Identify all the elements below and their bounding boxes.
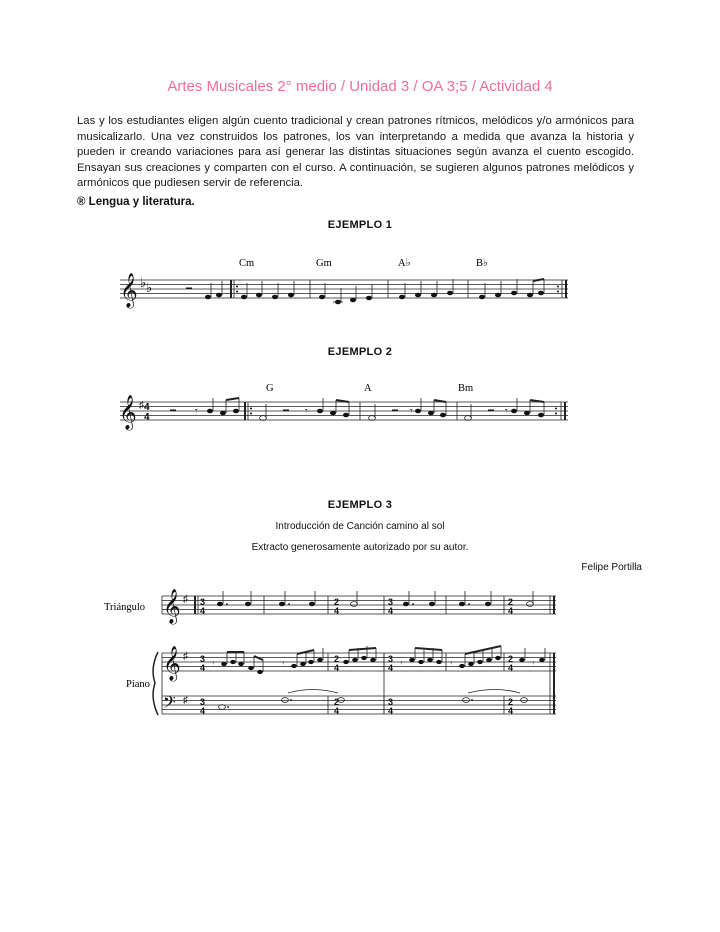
example-3-score: [153, 589, 556, 716]
svg-text:4: 4: [334, 706, 340, 716]
example-1-title: EJEMPLO 1: [327, 219, 393, 231]
svg-text:4: 4: [334, 663, 340, 673]
svg-text:4: 4: [144, 412, 150, 423]
rest-icon: [186, 288, 192, 290]
svg-text:♯: ♯: [183, 651, 188, 662]
page-title: Artes Musicales 2° medio / Unidad 3 / OA 3;5 / Actividad 4: [167, 78, 553, 95]
svg-text:𝄾: 𝄾: [400, 658, 403, 668]
example-1-staff: [120, 273, 568, 309]
chord-symbol: Bm: [458, 383, 474, 394]
example-3-subtitle: Introducción de Canción camino al sol: [275, 521, 445, 532]
svg-text:4: 4: [334, 606, 340, 616]
example-3-title: EJEMPLO 3: [327, 499, 393, 511]
time-signature: 4: [144, 402, 150, 413]
svg-text:2: 2: [334, 597, 340, 607]
intro-paragraph: Las y los estudiantes eligen algún cuento tradicional y crean patrones rítmicos, melódicos y/o armónicos para musicalizarlo. Una vez construidos los patrones, los van interpretando a medida que avanza la historia y pueden ir creando variaciones para así generar las distintas situaciones según avanza el cuento escogido. Ensayan sus creaciones y comparten con el curso. A continuación, se sugieren algunos patrones melódicos y armónicos que pudiesen servir de referencia.: [77, 115, 634, 190]
example-3-permission-note: Extracto generosamente autorizado por su autor.: [251, 542, 469, 553]
svg-text:3: 3: [388, 697, 394, 707]
chord-symbol: Cm: [239, 258, 255, 269]
chord-symbol: B♭: [476, 258, 488, 269]
svg-text:4: 4: [388, 606, 394, 616]
svg-text:𝄾: 𝄾: [410, 406, 413, 417]
svg-text:4: 4: [200, 606, 206, 616]
svg-text:4: 4: [200, 663, 206, 673]
svg-text:3: 3: [388, 654, 394, 664]
instrument-label: Triángulo: [104, 602, 146, 613]
svg-text:2: 2: [508, 597, 514, 607]
svg-text:𝄾: 𝄾: [532, 658, 535, 668]
svg-text:3: 3: [200, 654, 206, 664]
svg-text:3: 3: [200, 597, 206, 607]
chord-symbol: A: [364, 383, 372, 394]
chord-symbol: A♭: [398, 258, 411, 269]
svg-text:𝄾: 𝄾: [282, 658, 285, 668]
svg-text:4: 4: [508, 606, 514, 616]
flat-icon: ♭: [140, 275, 147, 290]
treble-clef-icon: 𝄞: [163, 590, 181, 623]
example-2-title: EJEMPLO 2: [327, 346, 393, 358]
svg-text:2: 2: [334, 697, 340, 707]
section-heading: ® Lengua y literatura.: [77, 196, 195, 208]
sharp-icon: ♯: [139, 400, 144, 411]
svg-text:4: 4: [388, 663, 394, 673]
svg-text:𝄾: 𝄾: [305, 406, 308, 417]
svg-text:♯: ♯: [183, 695, 188, 706]
svg-text:3: 3: [388, 597, 394, 607]
composer-name: Felipe Portilla: [581, 562, 642, 573]
treble-clef-icon: 𝄞: [119, 396, 137, 429]
rest-icon: [170, 410, 176, 412]
svg-text:𝄾: 𝄾: [195, 406, 198, 417]
chord-symbol: G: [266, 383, 274, 394]
svg-text:4: 4: [388, 706, 394, 716]
flat-icon: ♭: [146, 280, 153, 295]
piano-brace: [153, 652, 158, 715]
svg-text:2: 2: [508, 654, 514, 664]
treble-clef-icon: 𝄞: [163, 647, 181, 680]
svg-text:𝄾: 𝄾: [212, 658, 215, 668]
svg-text:4: 4: [508, 663, 514, 673]
svg-text:2: 2: [508, 697, 514, 707]
example-2-staff: [119, 395, 568, 431]
svg-text:3: 3: [200, 697, 206, 707]
svg-text:4: 4: [508, 706, 514, 716]
svg-text:𝄾: 𝄾: [450, 658, 453, 668]
sharp-icon: ♯: [183, 594, 188, 605]
treble-clef-icon: 𝄞: [120, 274, 138, 307]
svg-text:𝄾: 𝄾: [505, 406, 508, 417]
instrument-label: Piano: [126, 679, 150, 690]
chord-symbol: Gm: [316, 258, 332, 269]
svg-text:2: 2: [334, 654, 340, 664]
svg-text:4: 4: [200, 706, 206, 716]
bass-clef-icon: 𝄢: [163, 694, 176, 716]
